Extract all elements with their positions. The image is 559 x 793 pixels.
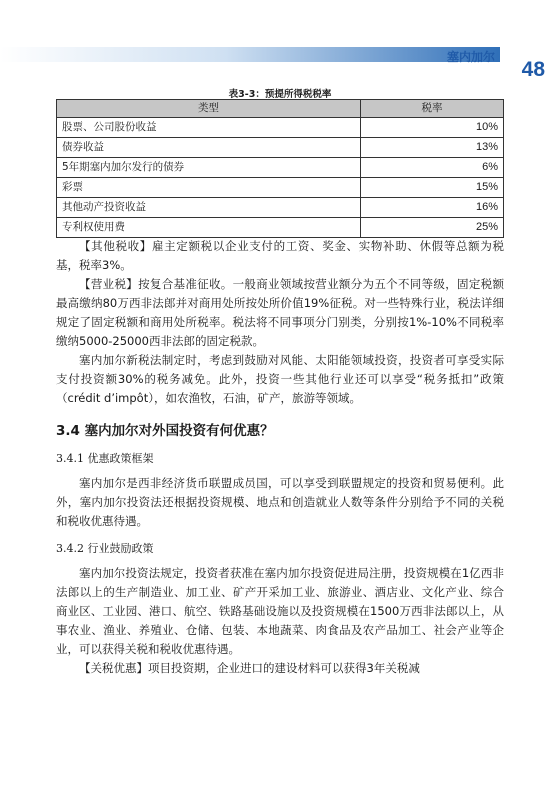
paragraph-customs: 【关税优惠】项目投资期，企业进口的建设材料可以获得3年关税减 <box>79 661 420 675</box>
subsection-heading-framework: 3.4.1 优惠政策框架 <box>56 452 154 465</box>
paragraph-framework: 塞内加尔是西非经济货币联盟成员国，可以享受到联盟规定的投资和贸易便利。此外，塞内加尔投资法还根据投资规模、地点和创造就业人数等条件分别给予不同的关税和税收优惠待遇。 <box>56 476 504 528</box>
paragraph-business-tax: 【营业税】按复合基准征收。一般商业领域按营业额分为五个不同等级，固定税额最高缴纳80万西非法郎并对商用处所按处所价值19%征税。对一些特殊行业，税法详细规定了固定税额和商用处所税率。税法将不同事项分门别类，分别按1%-10%不同税率缴纳5000-25000西非法郎的固定税款。 <box>56 277 504 348</box>
page-number: 48 <box>521 58 545 81</box>
header-title: 塞内加尔 <box>446 50 495 64</box>
column-header-rate: 税率 <box>361 100 504 118</box>
subsection-heading-industry: 3.4.2 行业鼓励政策 <box>56 542 154 555</box>
cell-type: 其他动产投资收益 <box>57 198 361 218</box>
header-band <box>0 47 500 62</box>
withholding-tax-table <box>56 99 504 238</box>
cell-rate: 6% <box>361 158 504 178</box>
cell-type: 彩票 <box>57 178 361 198</box>
paragraph-industry: 塞内加尔投资法规定，投资者获准在塞内加尔投资促进局注册，投资规模在1亿西非法郎以上的生产制造业、加工业、矿产开采加工业、旅游业、酒店业、文化产业、综合商业区、工业园、港口、航空、铁路基础设施以及投资规模在1500万西非法郎以上，从事农业、渔业、养殖业、仓储、包装、本地蔬菜、肉食品及农产品加工、社会产业等企业，可以获得关税和税收优惠待遇。 <box>56 566 504 656</box>
cell-type: 专利权使用费 <box>57 218 361 238</box>
cell-rate: 16% <box>361 198 504 218</box>
table-row <box>57 138 504 158</box>
body-text <box>56 237 504 678</box>
table-row <box>57 178 504 198</box>
cell-rate: 13% <box>361 138 504 158</box>
cell-type: 债券收益 <box>57 138 361 158</box>
cell-type: 5年期塞内加尔发行的债券 <box>57 158 361 178</box>
table-row <box>57 198 504 218</box>
table-header-row <box>57 100 504 118</box>
cell-type: 股票、公司股份收益 <box>57 118 361 138</box>
cell-rate: 10% <box>361 118 504 138</box>
table-row <box>57 158 504 178</box>
paragraph-other-taxes: 【其他税收】雇主定额税以企业支付的工资、奖金、实物补助、休假等总额为税基，税率3%。 <box>56 239 504 272</box>
paragraph-tax-credit: 塞内加尔新税法制定时，考虑到鼓励对风能、太阳能领域投资，投资者可享受实际支付投资额30%的税务减免。此外，投资一些其他行业还可以享受“税务抵扣”政策（crédit d’impôt），如农渔牧，石油，矿产，旅游等领域。 <box>56 353 504 405</box>
cell-rate: 25% <box>361 218 504 238</box>
column-header-type: 类型 <box>57 100 361 118</box>
cell-rate: 15% <box>361 178 504 198</box>
table-caption: 表3-3：预提所得税税率 <box>228 89 332 100</box>
section-heading: 3.4 塞内加尔对外国投资有何优惠？ <box>56 423 274 439</box>
table-row <box>57 118 504 138</box>
table-row <box>57 218 504 238</box>
